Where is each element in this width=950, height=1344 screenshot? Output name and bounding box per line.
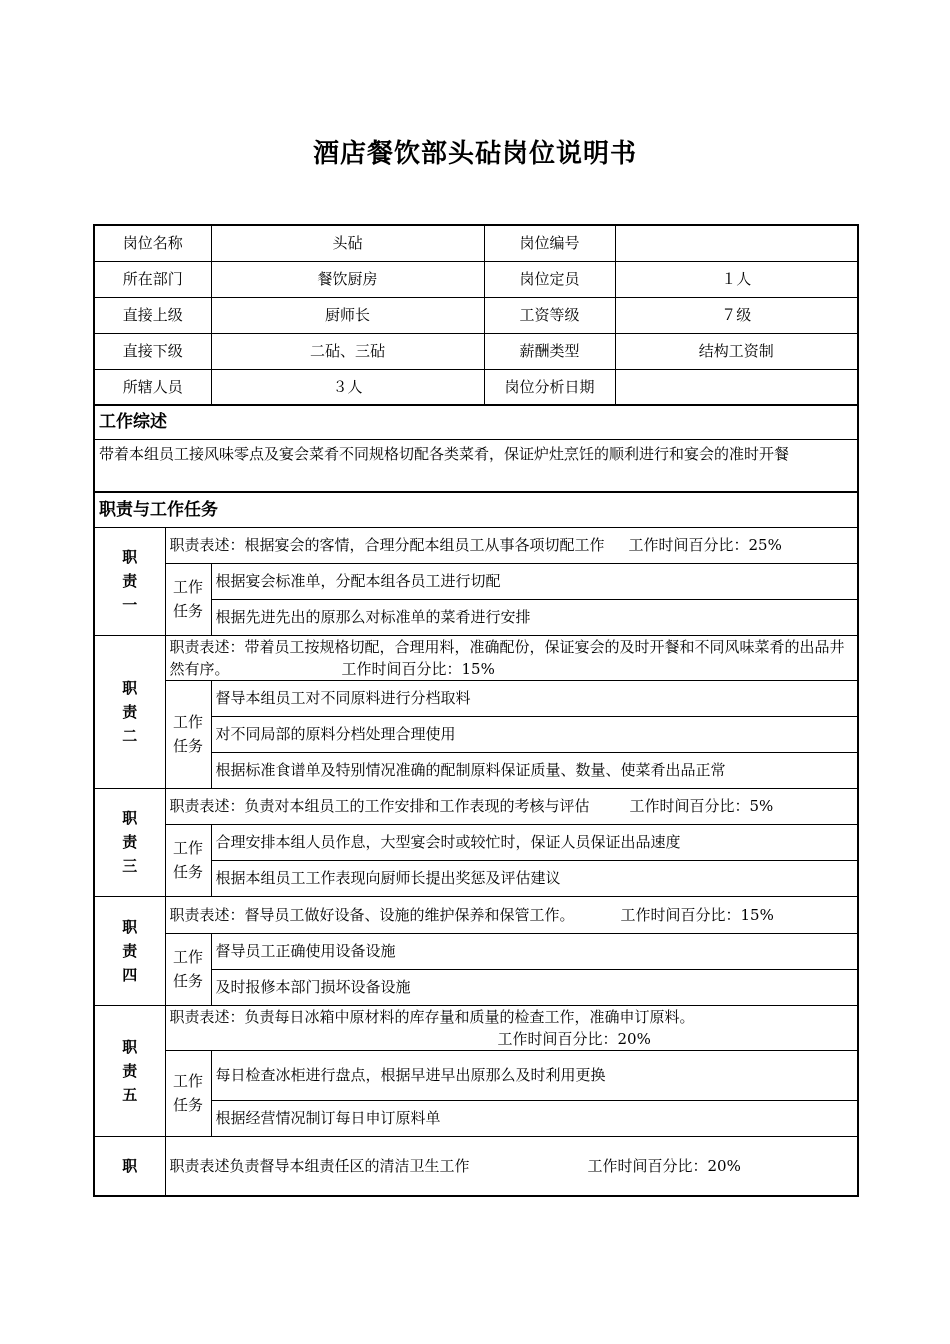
duty-description — [165, 896, 858, 933]
task-item: 根据宴会标准单，分配本组各员工进行切配 — [211, 563, 858, 599]
task-item: 每日检查冰柜进行盘点，根据早进早出原那么及时利用更换 — [211, 1050, 858, 1100]
duty-label: 职 责 五 — [94, 1005, 165, 1136]
duty-label: 职 责 四 — [94, 896, 165, 1005]
duty-row — [94, 788, 858, 824]
info-label: 所在部门 — [94, 261, 211, 297]
info-row — [94, 297, 858, 333]
info-value — [615, 369, 858, 405]
info-row — [94, 261, 858, 297]
task-item: 根据本组员工工作表现向厨师长提出奖惩及评估建议 — [211, 860, 858, 896]
duty-row — [94, 527, 858, 563]
info-value: 结构工资制 — [615, 333, 858, 369]
task-label: 工作 任务 — [165, 1050, 211, 1136]
duty-time-percent: 工作时间百分比：20% — [587, 1156, 741, 1175]
task-item: 及时报修本部门损坏设备设施 — [211, 969, 858, 1005]
task-item: 督导员工正确使用设备设施 — [211, 933, 858, 969]
duty-desc-text: 职责表述负责督导本组责任区的清洁卫生工作 — [169, 1156, 470, 1175]
info-label: 岗位分析日期 — [484, 369, 615, 405]
info-label: 所辖人员 — [94, 369, 211, 405]
info-label: 岗位编号 — [484, 225, 615, 261]
info-row — [94, 369, 858, 405]
duty-time-percent: 工作时间百分比：15% — [620, 905, 774, 924]
duty-description — [165, 635, 858, 680]
duty-time-percent: 工作时间百分比：20% — [497, 1029, 651, 1048]
task-item: 根据先进先出的原那么对标准单的菜肴进行安排 — [211, 599, 858, 635]
duty-desc-text: 职责表述：督导员工做好设备、设施的维护保养和保管工作。 — [169, 905, 575, 924]
duty-desc-text: 职责表述：负责对本组员工的工作安排和工作表现的考核与评估 — [169, 797, 590, 815]
info-row — [94, 225, 858, 261]
task-item: 对不同局部的原料分档处理合理使用 — [211, 716, 858, 752]
info-value: ３人 — [211, 369, 484, 405]
task-label: 工作 任务 — [165, 824, 211, 896]
info-label: 直接下级 — [94, 333, 211, 369]
duty-label: 职 — [94, 1136, 165, 1196]
duty-description — [165, 1005, 858, 1050]
duty-row — [94, 635, 858, 680]
duty-time-percent: 工作时间百分比：5% — [629, 797, 774, 815]
info-label: 岗位名称 — [94, 225, 211, 261]
duty-row — [94, 1136, 858, 1196]
info-value: ７级 — [615, 297, 858, 333]
info-label: 工资等级 — [484, 297, 615, 333]
info-value: 餐饮厨房 — [211, 261, 484, 297]
duty-description — [165, 527, 858, 563]
task-item: 合理安排本组人员作息，大型宴会时或较忙时，保证人员保证出品速度 — [211, 824, 858, 860]
job-description-table — [93, 224, 859, 1197]
summary-text: 带着本组员工接风味零点及宴会菜肴不同规格切配各类菜肴，保证炉灶烹饪的顺利进行和宴会的准时开餐 — [94, 439, 858, 492]
duty-label: 职 责 二 — [94, 635, 165, 788]
duty-label: 职 责 三 — [94, 788, 165, 896]
task-label: 工作 任务 — [165, 933, 211, 1005]
info-value: 二砧、三砧 — [211, 333, 484, 369]
info-row — [94, 333, 858, 369]
info-value — [615, 225, 858, 261]
duty-time-percent: 工作时间百分比：25% — [628, 536, 782, 554]
duty-desc-text: 职责表述：根据宴会的客情，合理分配本组员工从事各项切配工作 — [169, 536, 605, 554]
info-label: 直接上级 — [94, 297, 211, 333]
task-item: 根据经营情况制订每日申订原料单 — [211, 1100, 858, 1136]
task-label: 工作 任务 — [165, 563, 211, 635]
task-label: 工作 任务 — [165, 680, 211, 788]
duty-label: 职 责 一 — [94, 527, 165, 635]
info-value: １人 — [615, 261, 858, 297]
info-value: 头砧 — [211, 225, 484, 261]
duty-description — [165, 788, 858, 824]
duty-desc-text: 职责表述：带着员工按规格切配，合理用料，准确配份，保证宴会的及时开餐和不同风味菜肴的出品井然有序。 — [169, 637, 845, 678]
duties-heading: 职责与工作任务 — [94, 492, 858, 527]
summary-heading: 工作综述 — [94, 405, 858, 439]
info-label: 岗位定员 — [484, 261, 615, 297]
duty-description — [165, 1136, 858, 1196]
page-title: 酒店餐饮部头砧岗位说明书 — [312, 139, 637, 169]
duty-desc-text: 职责表述：负责每日冰箱中原材料的库存量和质量的检查工作，准确申订原料。 — [169, 1007, 695, 1026]
duty-row — [94, 896, 858, 933]
info-label: 薪酬类型 — [484, 333, 615, 369]
info-value: 厨师长 — [211, 297, 484, 333]
duty-time-percent: 工作时间百分比：15% — [341, 659, 495, 678]
duty-row — [94, 1005, 858, 1050]
task-item: 督导本组员工对不同原料进行分档取料 — [211, 680, 858, 716]
task-item: 根据标准食谱单及特别情况准确的配制原料保证质量、数量、使菜肴出品正常 — [211, 752, 858, 788]
